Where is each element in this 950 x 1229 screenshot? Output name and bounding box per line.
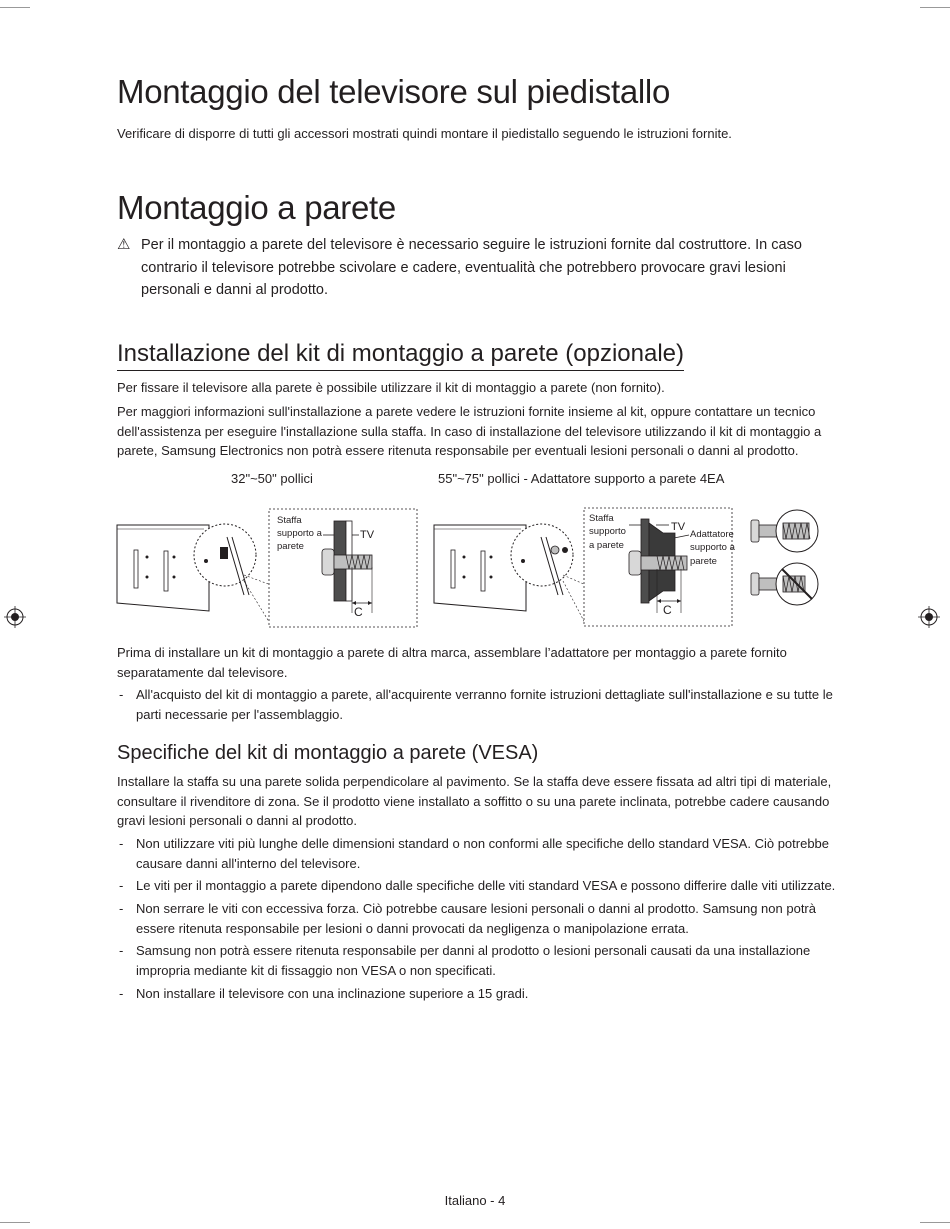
figure-caption-left: 32"~50" pollici	[231, 471, 313, 486]
vesa-section-title: Specifiche del kit di montaggio a parete (VESA)	[117, 742, 539, 764]
label-tv: TV	[671, 521, 686, 533]
label-bracket-line3: parete	[277, 541, 304, 552]
bullet-dash: -	[119, 986, 124, 1001]
bullet-text: Samsung non potrà essere ritenuta responsabile per danni al prodotto o lesioni personali causati da una installazione impropria mediante kit di fissaggio non VESA o non specificati.	[136, 943, 811, 978]
label-adapter-line3: parete	[690, 556, 717, 567]
bullet-text: All'acquisto del kit di montaggio a parete, all'acquirente verranno fornite istruzioni dettagliate sull'installazione e su tutte le parti necessarie per l'assemblaggio.	[136, 687, 833, 722]
wall-mount-diagram-right	[431, 503, 823, 633]
vesa-paragraph-1: Installare la staffa su una parete solida perpendicolare al pavimento. Se la staffa deve essere fissata ad altri tipi di materiale, consultare il rivenditore di zona. Se il prodotto viene installato a soffitto o su una parete inclinata, potrebbe cadere causando gravi lesioni personali o danni al prodotto.	[117, 774, 832, 828]
bullet-text: Non utilizzare viti più lunghe delle dimensioni standard o non conformi alle specifiche dello standard VESA. Ciò potrebbe causare danni all'interno del televisore.	[136, 836, 830, 871]
vesa-bullet-5	[117, 984, 837, 1004]
wall-mount-diagram-left	[114, 503, 420, 633]
kit-paragraph-2: Per maggiori informazioni sull'installazione a parete vedere le istruzioni fornite insieme al kit, oppure contattare un tecnico dell'assistenza per eseguire l'installazione sulla staffa. In caso di installazione del televisore utilizzando il kit di montaggio a parete, Samsung Electronics non potrà essere ritenuta responsabile per eventuali lesioni personali o danni al prodotto.	[117, 404, 822, 458]
label-tv: TV	[360, 529, 375, 541]
bullet-text: Le viti per il montaggio a parete dipendono dalle specifiche delle viti standard VESA e possono differire dalle viti utilizzate.	[136, 878, 836, 893]
registration-mark-left	[4, 606, 26, 628]
label-adapter-line1: Adattatore	[690, 529, 734, 540]
crop-mark	[920, 1222, 950, 1223]
label-bracket-line1: Staffa	[589, 513, 614, 524]
bullet-text: Non serrare le viti con eccessiva forza. Ciò potrebbe causare lesioni personali o danni al prodotto. Samsung non potrà essere ritenuta responsabile per lesioni o danni provocati da negligenza o manipolazione errata.	[136, 901, 816, 936]
crop-mark	[0, 7, 30, 8]
bullet-dash: -	[119, 878, 124, 893]
page-title-stand: Montaggio del televisore sul piedistallo	[117, 73, 670, 110]
vesa-bullet-2	[117, 876, 837, 896]
page-title-wall: Montaggio a parete	[117, 189, 396, 226]
incorrect-screw-icon	[751, 563, 818, 605]
kit-section-title: Installazione del kit di montaggio a parete (opzionale)	[117, 340, 684, 371]
label-bracket-line2: supporto a	[277, 528, 322, 539]
label-adapter-line2: supporto a	[690, 542, 735, 553]
vesa-bullet-3	[117, 899, 837, 938]
stand-paragraph: Verificare di disporre di tutti gli accessori mostrati quindi montare il piedistallo seguendo le istruzioni fornite.	[117, 126, 732, 141]
warning-triangle-icon: ⚠	[117, 236, 131, 253]
label-c: C	[354, 605, 363, 619]
crop-mark	[0, 1222, 30, 1223]
figure-caption-right: 55"~75" pollici - Adattatore supporto a parete 4EA	[438, 471, 725, 486]
page-footer: Italiano - 4	[444, 1193, 506, 1208]
bullet-dash: -	[119, 687, 124, 702]
label-bracket-line3: a parete	[589, 540, 624, 551]
bullet-dash: -	[119, 901, 124, 916]
label-bracket-line2: supporto	[589, 526, 626, 537]
kit-paragraph-3: Prima di installare un kit di montaggio a parete di altra marca, assemblare l’adattatore per montaggio a parete fornito separatamente dal televisore.	[117, 645, 787, 680]
label-c: C	[663, 603, 672, 617]
wall-warning-text: Per il montaggio a parete del televisore è necessario seguire le istruzioni fornite dal costruttore. In caso contrario il televisore potrebbe scivolare e cadere, eventualità che potrebbero provocare gravi lesioni personali e danni al prodotto.	[141, 237, 802, 298]
wall-warning	[117, 234, 837, 302]
bullet-text: Non installare il televisore con una inclinazione superiore a 15 gradi.	[136, 986, 529, 1001]
vesa-bullet-4	[117, 941, 837, 980]
vesa-bullet-1	[117, 834, 837, 873]
crop-mark	[920, 7, 950, 8]
kit-paragraph-1: Per fissare il televisore alla parete è possibile utilizzare il kit di montaggio a parete (non fornito).	[117, 380, 665, 395]
bullet-dash: -	[119, 943, 124, 958]
kit-bullet-1	[117, 685, 837, 724]
correct-screw-icon	[751, 510, 818, 552]
label-bracket-line1: Staffa	[277, 515, 302, 526]
bullet-dash: -	[119, 836, 124, 851]
registration-mark-right	[918, 606, 940, 628]
